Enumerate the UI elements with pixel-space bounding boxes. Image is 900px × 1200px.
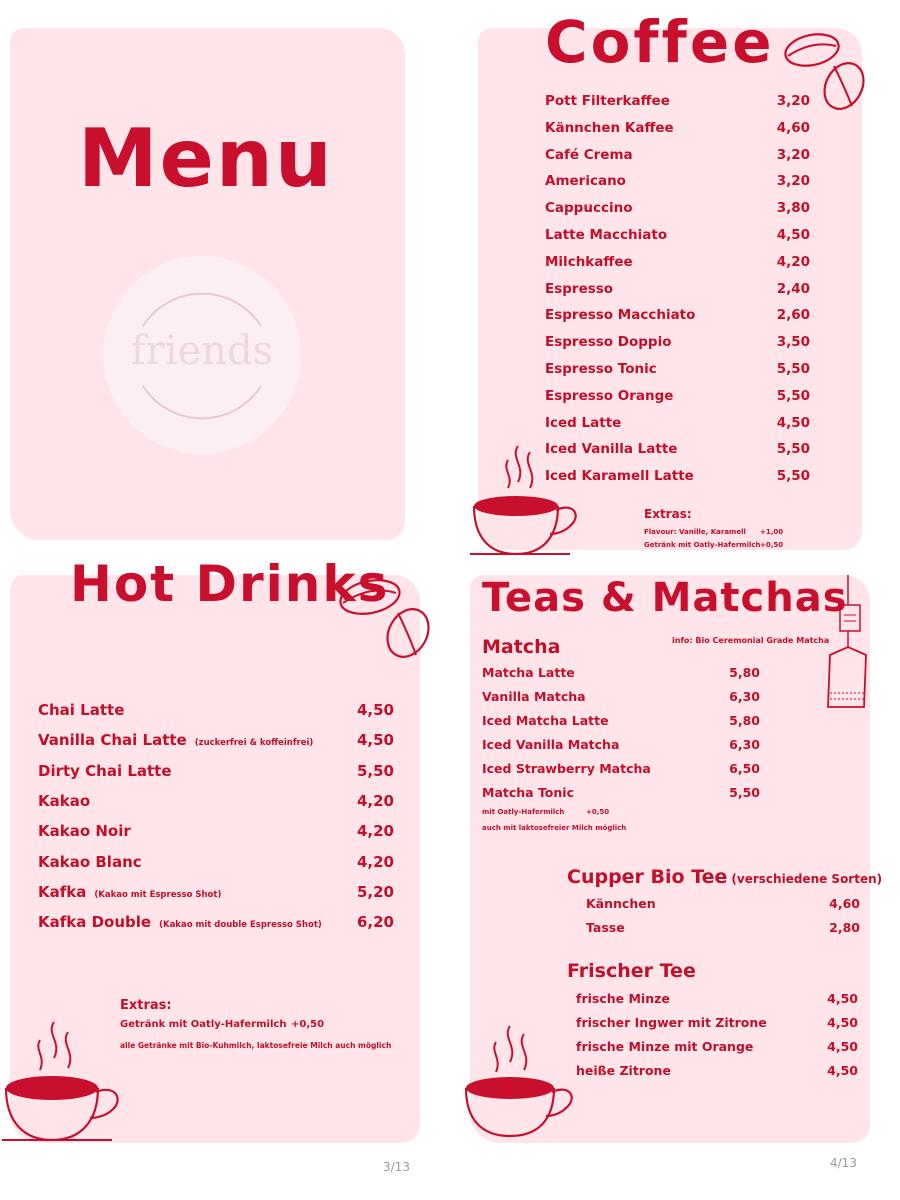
page-number-3: 3/13 [383, 1160, 410, 1174]
friends-logo [103, 256, 301, 454]
coffee-item-row [545, 93, 810, 109]
matcha-item-price: 5,50 [729, 785, 760, 800]
coffee-item-row [545, 254, 810, 270]
frisch-item-row [576, 991, 858, 1006]
coffee-item-row [545, 120, 810, 136]
frisch-item-row [576, 1063, 858, 1078]
coffee-item-row [545, 307, 810, 323]
matcha-item-row [482, 665, 760, 680]
coffee-item-name: Kännchen Kaffee [545, 119, 674, 136]
coffee-item-name: Espresso [545, 280, 614, 297]
hot-drink-item-price: 4,50 [356, 731, 394, 750]
menu-title: Menu [78, 112, 334, 205]
matcha-item-price: 6,30 [729, 737, 760, 752]
coffee-extra-1: Flavour: Vanille, Karamell [644, 528, 746, 536]
hot-drink-item-name: Kakao [38, 791, 91, 810]
matcha-item-row [482, 713, 760, 728]
frisch-item-price: 4,50 [827, 991, 858, 1006]
coffee-cup-icon-3 [462, 1020, 580, 1142]
coffee-item-name: Espresso Orange [545, 387, 674, 404]
hot-drink-item-price: 6,20 [356, 913, 394, 932]
coffee-item-price: 3,20 [776, 146, 810, 163]
hot-drink-item-name: Chai Latte [38, 701, 125, 719]
matcha-note-2: auch mit laktosefreier Milch möglich [482, 824, 627, 832]
hot-drink-item-price: 4,20 [356, 791, 394, 810]
tea-bag-icon [820, 575, 870, 715]
coffee-cup-icon-2 [2, 1018, 127, 1146]
coffee-item-name: Milchkaffee [545, 253, 633, 270]
hot-drink-item-row [38, 883, 394, 901]
frisch-item-name: frische Minze mit Orange [576, 1039, 754, 1054]
hot-drink-item-price: 4,50 [356, 701, 394, 719]
hot-drink-item-note: (Kakao mit Espresso Shot) [94, 889, 222, 900]
hot-drink-item-row [38, 853, 394, 871]
matcha-item-name: Iced Matcha Latte [482, 713, 609, 728]
coffee-cup-icon [470, 438, 585, 560]
hot-drink-item-name: Kakao Blanc [38, 852, 142, 871]
coffee-item-price: 4,60 [776, 119, 810, 136]
frisch-title: Frischer Tee [567, 960, 696, 982]
cupper-title-text: Cupper Bio Tee [567, 866, 728, 888]
hot-extra-1-price: +0,50 [291, 1019, 325, 1030]
hot-drink-item-note: (zuckerfrei & koffeinfrei) [194, 738, 314, 749]
coffee-item-row [545, 334, 810, 350]
matcha-item-price: 6,50 [729, 761, 760, 776]
frisch-item-name: frische Minze [576, 991, 670, 1006]
frisch-item-name: heiße Zitrone [576, 1063, 671, 1078]
cupper-item-price: 2,80 [829, 920, 860, 935]
frisch-item-price: 4,50 [827, 1063, 858, 1078]
hot-drink-item-price: 4,20 [356, 822, 394, 841]
coffee-item-name: Café Crema [545, 146, 633, 163]
matcha-item-name: Vanilla Matcha [482, 689, 586, 704]
coffee-item-price: 3,50 [776, 334, 810, 351]
hot-drink-item-row [38, 792, 394, 810]
coffee-item-row [545, 281, 810, 297]
hot-extras-title: Extras: [120, 998, 172, 1013]
coffee-item-price: 5,50 [776, 468, 810, 485]
frisch-item-row [576, 1015, 858, 1030]
coffee-item-price: 3,20 [776, 93, 810, 109]
matcha-item-price: 5,80 [729, 713, 760, 728]
coffee-item-name: Cappuccino [545, 200, 633, 217]
coffee-item-row [545, 200, 810, 216]
hot-drink-item-row [38, 762, 394, 780]
hot-drink-item-price: 5,20 [356, 882, 394, 901]
matcha-info: info: Bio Ceremonial Grade Matcha [672, 636, 830, 645]
hot-drink-item-name: Kakao Noir [38, 822, 131, 841]
coffee-item-price: 5,50 [776, 361, 810, 377]
hot-drinks-title: Hot Drinks [70, 555, 390, 613]
hot-drink-item-row [38, 822, 394, 840]
matcha-item-name: Matcha Latte [482, 665, 575, 680]
hot-drink-item-row [38, 701, 394, 719]
matcha-item-price: 6,30 [729, 689, 760, 704]
hot-drink-item-price: 5,50 [356, 761, 394, 780]
coffee-item-price: 3,20 [776, 173, 810, 190]
matcha-item-name: Iced Strawberry Matcha [482, 761, 651, 776]
coffee-item-name: Espresso Tonic [545, 361, 657, 377]
coffee-item-row [545, 388, 810, 404]
cupper-item-name: Tasse [586, 920, 625, 935]
coffee-item-price: 2,40 [776, 280, 810, 297]
hot-drink-item-name: Vanilla Chai Latte [38, 731, 187, 750]
cupper-item-price: 4,60 [829, 896, 860, 911]
coffee-item-name: Iced Karamell Latte [545, 468, 694, 485]
hot-extra-1: Getränk mit Oatly-Hafermilch [120, 1019, 287, 1030]
coffee-item-row [545, 173, 810, 189]
hot-drink-item-row [38, 731, 394, 749]
cupper-item-row [586, 896, 860, 911]
matcha-note-1-price: +0,50 [586, 808, 610, 816]
coffee-item-name: Latte Macchiato [545, 227, 668, 243]
hot-drink-item-note: (Kakao mit double Espresso Shot) [159, 920, 322, 931]
frisch-item-name: frischer Ingwer mit Zitrone [576, 1015, 767, 1030]
hot-drink-item-name: Kafka Double [38, 913, 152, 932]
matcha-item-name: Matcha Tonic [482, 785, 574, 800]
frisch-item-price: 4,50 [827, 1015, 858, 1030]
coffee-item-name: Iced Vanilla Latte [545, 441, 678, 458]
coffee-item-price: 5,50 [776, 387, 810, 404]
matcha-item-row [482, 785, 760, 800]
coffee-extra-2: Getränk mit Oatly-Hafermilch [644, 541, 761, 549]
matcha-item-row [482, 737, 760, 752]
cupper-item-row [586, 920, 860, 935]
logo-text: friends [130, 328, 274, 374]
coffee-extra-1-price: +1,00 [760, 528, 784, 536]
coffee-title: Coffee [545, 8, 775, 76]
coffee-bean-icon-2 [338, 573, 434, 663]
matcha-item-row [482, 689, 760, 704]
coffee-item-row [545, 227, 810, 243]
frisch-item-row [576, 1039, 858, 1054]
hot-extra-2: alle Getränke mit Bio-Kuhmilch, laktosefreie Milch auch möglich [120, 1041, 392, 1050]
matcha-item-name: Iced Vanilla Matcha [482, 737, 620, 752]
coffee-item-price: 3,80 [776, 200, 810, 217]
coffee-item-name: Americano [545, 173, 626, 190]
coffee-item-price: 4,50 [776, 227, 810, 243]
teas-title: Teas & Matchas [482, 575, 848, 621]
matcha-item-row [482, 761, 760, 776]
coffee-item-price: 4,20 [776, 253, 810, 270]
coffee-item-row [545, 147, 810, 163]
hot-drink-item-row [38, 913, 394, 931]
coffee-extras-title: Extras: [644, 507, 692, 521]
coffee-extra-2-price: +0,50 [760, 541, 784, 549]
coffee-item-name: Pott Filterkaffee [545, 93, 670, 109]
hot-drink-item-price: 4,20 [356, 852, 394, 871]
cupper-note: (verschiedene Sorten) [731, 872, 883, 886]
coffee-item-name: Iced Latte [545, 414, 622, 431]
matcha-title: Matcha [482, 636, 561, 658]
coffee-item-price: 2,60 [776, 307, 810, 324]
coffee-item-row [545, 361, 810, 377]
hot-drink-item-name: Kafka [38, 882, 87, 901]
matcha-item-price: 5,80 [729, 665, 760, 680]
cupper-title [567, 866, 882, 888]
coffee-item-name: Espresso Doppio [545, 334, 672, 351]
coffee-item-row [545, 415, 810, 431]
page-number-4: 4/13 [830, 1156, 857, 1170]
coffee-item-price: 5,50 [776, 441, 810, 458]
matcha-note-1: mit Oatly-Hafermilch [482, 808, 565, 816]
coffee-item-name: Espresso Macchiato [545, 307, 696, 324]
cupper-item-name: Kännchen [586, 896, 656, 911]
coffee-item-price: 4,50 [776, 414, 810, 431]
hot-drink-item-name: Dirty Chai Latte [38, 761, 172, 780]
frisch-item-price: 4,50 [827, 1039, 858, 1054]
